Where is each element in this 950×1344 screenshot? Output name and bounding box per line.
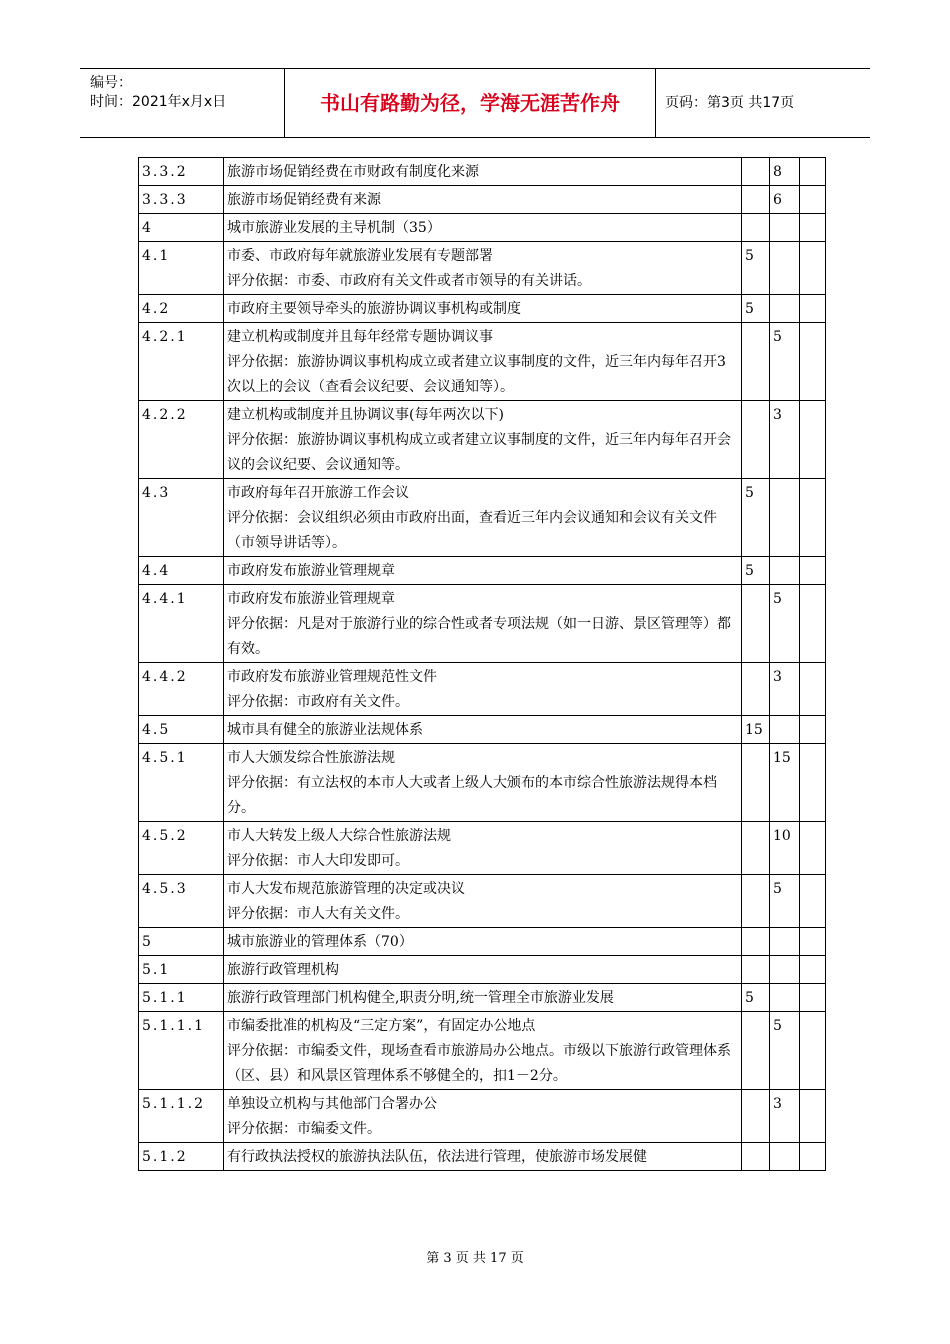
header-page-number: 页码：第3页 共17页 bbox=[665, 95, 795, 111]
item-number: 4.5.1 bbox=[142, 750, 188, 766]
score-cell-1 bbox=[742, 242, 770, 295]
item-number: 4.5.2 bbox=[142, 828, 188, 844]
item-number: 5.1.2 bbox=[142, 1149, 188, 1165]
table-row bbox=[139, 744, 826, 822]
item-number: 4.4.2 bbox=[142, 669, 188, 685]
item-number: 4.2 bbox=[142, 301, 171, 317]
score-cell-1 bbox=[742, 663, 770, 716]
score-cell-3 bbox=[800, 956, 826, 984]
score-value: 5 bbox=[773, 1018, 782, 1034]
score-cell-2 bbox=[770, 557, 800, 585]
item-title: 市人大发布规范旅游管理的决定或决议 bbox=[227, 881, 465, 897]
score-cell-1 bbox=[742, 479, 770, 557]
item-number: 4.5.3 bbox=[142, 881, 188, 897]
item-title: 市政府发布旅游业管理规章 bbox=[227, 563, 395, 579]
item-number-cell bbox=[139, 1143, 224, 1171]
score-cell-3 bbox=[800, 1012, 826, 1090]
score-cell-2 bbox=[770, 1143, 800, 1171]
item-content-cell bbox=[224, 479, 742, 557]
item-number-cell bbox=[139, 984, 224, 1012]
score-cell-2 bbox=[770, 158, 800, 186]
score-cell-3 bbox=[800, 585, 826, 663]
item-content-cell bbox=[224, 186, 742, 214]
item-title: 城市旅游业的管理体系（70） bbox=[227, 934, 413, 950]
score-value: 5 bbox=[745, 485, 754, 501]
score-cell-3 bbox=[800, 928, 826, 956]
item-content-cell bbox=[224, 928, 742, 956]
item-title: 旅游市场促销经费有来源 bbox=[227, 192, 381, 208]
score-cell-1 bbox=[742, 875, 770, 928]
item-number: 4.5 bbox=[142, 722, 171, 738]
item-number: 4.2.2 bbox=[142, 407, 188, 423]
score-cell-1 bbox=[742, 557, 770, 585]
score-value: 3 bbox=[773, 669, 782, 685]
scoring-basis: 评分依据：市编委文件。 bbox=[227, 1121, 381, 1137]
item-content-cell bbox=[224, 822, 742, 875]
score-cell-2 bbox=[770, 1090, 800, 1143]
table-row bbox=[139, 716, 826, 744]
item-number-cell bbox=[139, 744, 224, 822]
table-row bbox=[139, 984, 826, 1012]
item-number-cell bbox=[139, 716, 224, 744]
scoring-basis: 评分依据：市委、市政府有关文件或者市领导的有关讲话。 bbox=[227, 273, 591, 289]
item-number: 5.1.1.2 bbox=[142, 1096, 205, 1112]
score-cell-2 bbox=[770, 716, 800, 744]
item-title: 城市具有健全的旅游业法规体系 bbox=[227, 722, 423, 738]
score-cell-1 bbox=[742, 295, 770, 323]
score-cell-3 bbox=[800, 557, 826, 585]
score-cell-1 bbox=[742, 822, 770, 875]
score-value: 6 bbox=[773, 192, 782, 208]
item-content-cell bbox=[224, 242, 742, 295]
score-cell-2 bbox=[770, 295, 800, 323]
item-number: 4.1 bbox=[142, 248, 171, 264]
score-cell-3 bbox=[800, 744, 826, 822]
item-content-cell bbox=[224, 744, 742, 822]
item-number-cell bbox=[139, 479, 224, 557]
item-number-cell bbox=[139, 214, 224, 242]
item-content-cell bbox=[224, 1090, 742, 1143]
table-row bbox=[139, 158, 826, 186]
score-cell-2 bbox=[770, 242, 800, 295]
item-number-cell bbox=[139, 585, 224, 663]
item-content-cell bbox=[224, 875, 742, 928]
score-cell-3 bbox=[800, 984, 826, 1012]
page-header bbox=[80, 68, 870, 138]
score-cell-3 bbox=[800, 479, 826, 557]
score-cell-1 bbox=[742, 716, 770, 744]
scoring-basis: 评分依据：市人大有关文件。 bbox=[227, 906, 409, 922]
score-cell-1 bbox=[742, 214, 770, 242]
score-value: 10 bbox=[773, 828, 791, 844]
item-number: 5.1 bbox=[142, 962, 171, 978]
table-row bbox=[139, 663, 826, 716]
table-row bbox=[139, 1143, 826, 1171]
score-cell-1 bbox=[742, 928, 770, 956]
scoring-basis: 评分依据：旅游协调议事机构成立或者建立议事制度的文件，近三年内每年召开会议的会议纪要、会议通知等。 bbox=[227, 432, 731, 473]
score-cell-3 bbox=[800, 158, 826, 186]
table-row bbox=[139, 557, 826, 585]
score-value: 3 bbox=[773, 407, 782, 423]
item-title: 旅游市场促销经费在市财政有制度化来源 bbox=[227, 164, 479, 180]
item-number-cell bbox=[139, 663, 224, 716]
score-cell-3 bbox=[800, 295, 826, 323]
score-cell-3 bbox=[800, 242, 826, 295]
item-content-cell bbox=[224, 401, 742, 479]
item-title: 市政府发布旅游业管理规范性文件 bbox=[227, 669, 437, 685]
item-number: 4.4.1 bbox=[142, 591, 188, 607]
score-cell-3 bbox=[800, 716, 826, 744]
item-content-cell bbox=[224, 585, 742, 663]
item-content-cell bbox=[224, 663, 742, 716]
score-cell-1 bbox=[742, 585, 770, 663]
table-row bbox=[139, 822, 826, 875]
table-row bbox=[139, 242, 826, 295]
item-number: 4.3 bbox=[142, 485, 171, 501]
table-row bbox=[139, 1090, 826, 1143]
item-title: 旅游行政管理部门机构健全,职责分明,统一管理全市旅游业发展 bbox=[227, 990, 614, 1006]
item-title: 市政府每年召开旅游工作会议 bbox=[227, 485, 409, 501]
score-cell-2 bbox=[770, 744, 800, 822]
table-row bbox=[139, 401, 826, 479]
table-row bbox=[139, 479, 826, 557]
item-number: 4 bbox=[142, 220, 153, 236]
score-cell-1 bbox=[742, 1012, 770, 1090]
score-value: 5 bbox=[773, 881, 782, 897]
scoring-basis: 评分依据：会议组织必须由市政府出面，查看近三年内会议通知和会议有关文件（市领导讲话等）。 bbox=[227, 510, 717, 551]
score-cell-3 bbox=[800, 186, 826, 214]
table-row bbox=[139, 585, 826, 663]
score-cell-3 bbox=[800, 875, 826, 928]
item-number: 4.4 bbox=[142, 563, 171, 579]
item-content-cell bbox=[224, 214, 742, 242]
score-value: 3 bbox=[773, 1096, 782, 1112]
item-content-cell bbox=[224, 323, 742, 401]
score-value: 15 bbox=[745, 722, 763, 738]
item-title: 市人大转发上级人大综合性旅游法规 bbox=[227, 828, 451, 844]
item-title: 市人大颁发综合性旅游法规 bbox=[227, 750, 395, 766]
item-content-cell bbox=[224, 158, 742, 186]
item-content-cell bbox=[224, 1012, 742, 1090]
score-cell-3 bbox=[800, 323, 826, 401]
score-cell-3 bbox=[800, 663, 826, 716]
page-footer: 第 3 页 共 17 页 bbox=[426, 1251, 524, 1266]
item-number-cell bbox=[139, 242, 224, 295]
table-row bbox=[139, 323, 826, 401]
score-cell-3 bbox=[800, 822, 826, 875]
item-number: 4.2.1 bbox=[142, 329, 188, 345]
item-number: 3.3.3 bbox=[142, 192, 188, 208]
score-value: 5 bbox=[773, 329, 782, 345]
score-cell-1 bbox=[742, 401, 770, 479]
item-content-cell bbox=[224, 716, 742, 744]
scoring-basis: 评分依据：市编委文件，现场查看市旅游局办公地点。市级以下旅游行政管理体系（区、县）和风景区管理体系不够健全的，扣1－2分。 bbox=[227, 1043, 731, 1084]
scoring-basis: 评分依据：市政府有关文件。 bbox=[227, 694, 409, 710]
score-cell-1 bbox=[742, 1143, 770, 1171]
score-cell-3 bbox=[800, 214, 826, 242]
item-number: 5.1.1.1 bbox=[142, 1018, 205, 1034]
doc-time-label: 时间：2021年x月x日 bbox=[90, 94, 227, 110]
item-title: 单独设立机构与其他部门合署办公 bbox=[227, 1096, 437, 1112]
score-cell-2 bbox=[770, 214, 800, 242]
score-cell-1 bbox=[742, 956, 770, 984]
score-cell-3 bbox=[800, 401, 826, 479]
scoring-basis: 评分依据：市人大印发即可。 bbox=[227, 853, 409, 869]
item-title: 建立机构或制度并且每年经常专题协调议事 bbox=[227, 329, 493, 345]
item-title: 旅游行政管理机构 bbox=[227, 962, 339, 978]
score-cell-1 bbox=[742, 1090, 770, 1143]
score-cell-1 bbox=[742, 323, 770, 401]
score-value: 5 bbox=[745, 301, 754, 317]
item-content-cell bbox=[224, 295, 742, 323]
item-content-cell bbox=[224, 984, 742, 1012]
score-value: 5 bbox=[745, 248, 754, 264]
item-number-cell bbox=[139, 186, 224, 214]
table-row bbox=[139, 1012, 826, 1090]
item-number: 5 bbox=[142, 934, 153, 950]
score-value: 5 bbox=[745, 563, 754, 579]
score-cell-2 bbox=[770, 875, 800, 928]
item-title: 市政府主要领导牵头的旅游协调议事机构或制度 bbox=[227, 301, 521, 317]
item-number-cell bbox=[139, 401, 224, 479]
score-cell-2 bbox=[770, 928, 800, 956]
score-value: 5 bbox=[773, 591, 782, 607]
score-cell-2 bbox=[770, 822, 800, 875]
scoring-table bbox=[138, 157, 826, 1171]
item-number-cell bbox=[139, 822, 224, 875]
score-cell-1 bbox=[742, 186, 770, 214]
item-title: 建立机构或制度并且协调议事(每年两次以下) bbox=[227, 407, 504, 423]
item-number-cell bbox=[139, 928, 224, 956]
score-cell-2 bbox=[770, 401, 800, 479]
item-title: 城市旅游业发展的主导机制（35） bbox=[227, 220, 441, 236]
score-cell-2 bbox=[770, 585, 800, 663]
item-content-cell bbox=[224, 1143, 742, 1171]
table-row bbox=[139, 186, 826, 214]
item-title: 有行政执法授权的旅游执法队伍，依法进行管理，使旅游市场发展健 bbox=[227, 1149, 647, 1165]
table-row bbox=[139, 928, 826, 956]
table-row bbox=[139, 295, 826, 323]
scoring-basis: 评分依据：旅游协调议事机构成立或者建立议事制度的文件，近三年内每年召开3次以上的会议（查看会议纪要、会议通知等）。 bbox=[227, 354, 726, 395]
score-cell-2 bbox=[770, 663, 800, 716]
item-content-cell bbox=[224, 557, 742, 585]
item-number-cell bbox=[139, 557, 224, 585]
score-cell-2 bbox=[770, 479, 800, 557]
score-value: 15 bbox=[773, 750, 791, 766]
table-row bbox=[139, 956, 826, 984]
score-cell-1 bbox=[742, 158, 770, 186]
item-number: 3.3.2 bbox=[142, 164, 188, 180]
item-number-cell bbox=[139, 158, 224, 186]
item-number-cell bbox=[139, 295, 224, 323]
item-title: 市编委批准的机构及“三定方案”，有固定办公地点 bbox=[227, 1018, 536, 1034]
table-row bbox=[139, 875, 826, 928]
item-number-cell bbox=[139, 875, 224, 928]
score-cell-2 bbox=[770, 1012, 800, 1090]
score-cell-2 bbox=[770, 956, 800, 984]
score-cell-1 bbox=[742, 744, 770, 822]
header-meta bbox=[80, 69, 285, 137]
score-cell-2 bbox=[770, 323, 800, 401]
score-cell-3 bbox=[800, 1090, 826, 1143]
score-cell-1 bbox=[742, 984, 770, 1012]
item-number: 5.1.1 bbox=[142, 990, 188, 1006]
item-content-cell bbox=[224, 956, 742, 984]
doc-number-label: 编号： bbox=[90, 75, 132, 91]
item-title: 市政府发布旅游业管理规章 bbox=[227, 591, 395, 607]
item-number-cell bbox=[139, 1090, 224, 1143]
item-number-cell bbox=[139, 323, 224, 401]
score-cell-2 bbox=[770, 186, 800, 214]
score-cell-3 bbox=[800, 1143, 826, 1171]
score-value: 8 bbox=[773, 164, 782, 180]
scoring-basis: 评分依据：凡是对于旅游行业的综合性或者专项法规（如一日游、景区管理等）都有效。 bbox=[227, 616, 731, 657]
item-number-cell bbox=[139, 956, 224, 984]
header-motto: 书山有路勤为径，学海无涯苦作舟 bbox=[285, 69, 656, 137]
score-value: 5 bbox=[745, 990, 754, 1006]
table-row bbox=[139, 214, 826, 242]
item-number-cell bbox=[139, 1012, 224, 1090]
scoring-basis: 评分依据：有立法权的本市人大或者上级人大颁布的本市综合性旅游法规得本档分。 bbox=[227, 775, 717, 816]
item-title: 市委、市政府每年就旅游业发展有专题部署 bbox=[227, 248, 493, 264]
score-cell-2 bbox=[770, 984, 800, 1012]
